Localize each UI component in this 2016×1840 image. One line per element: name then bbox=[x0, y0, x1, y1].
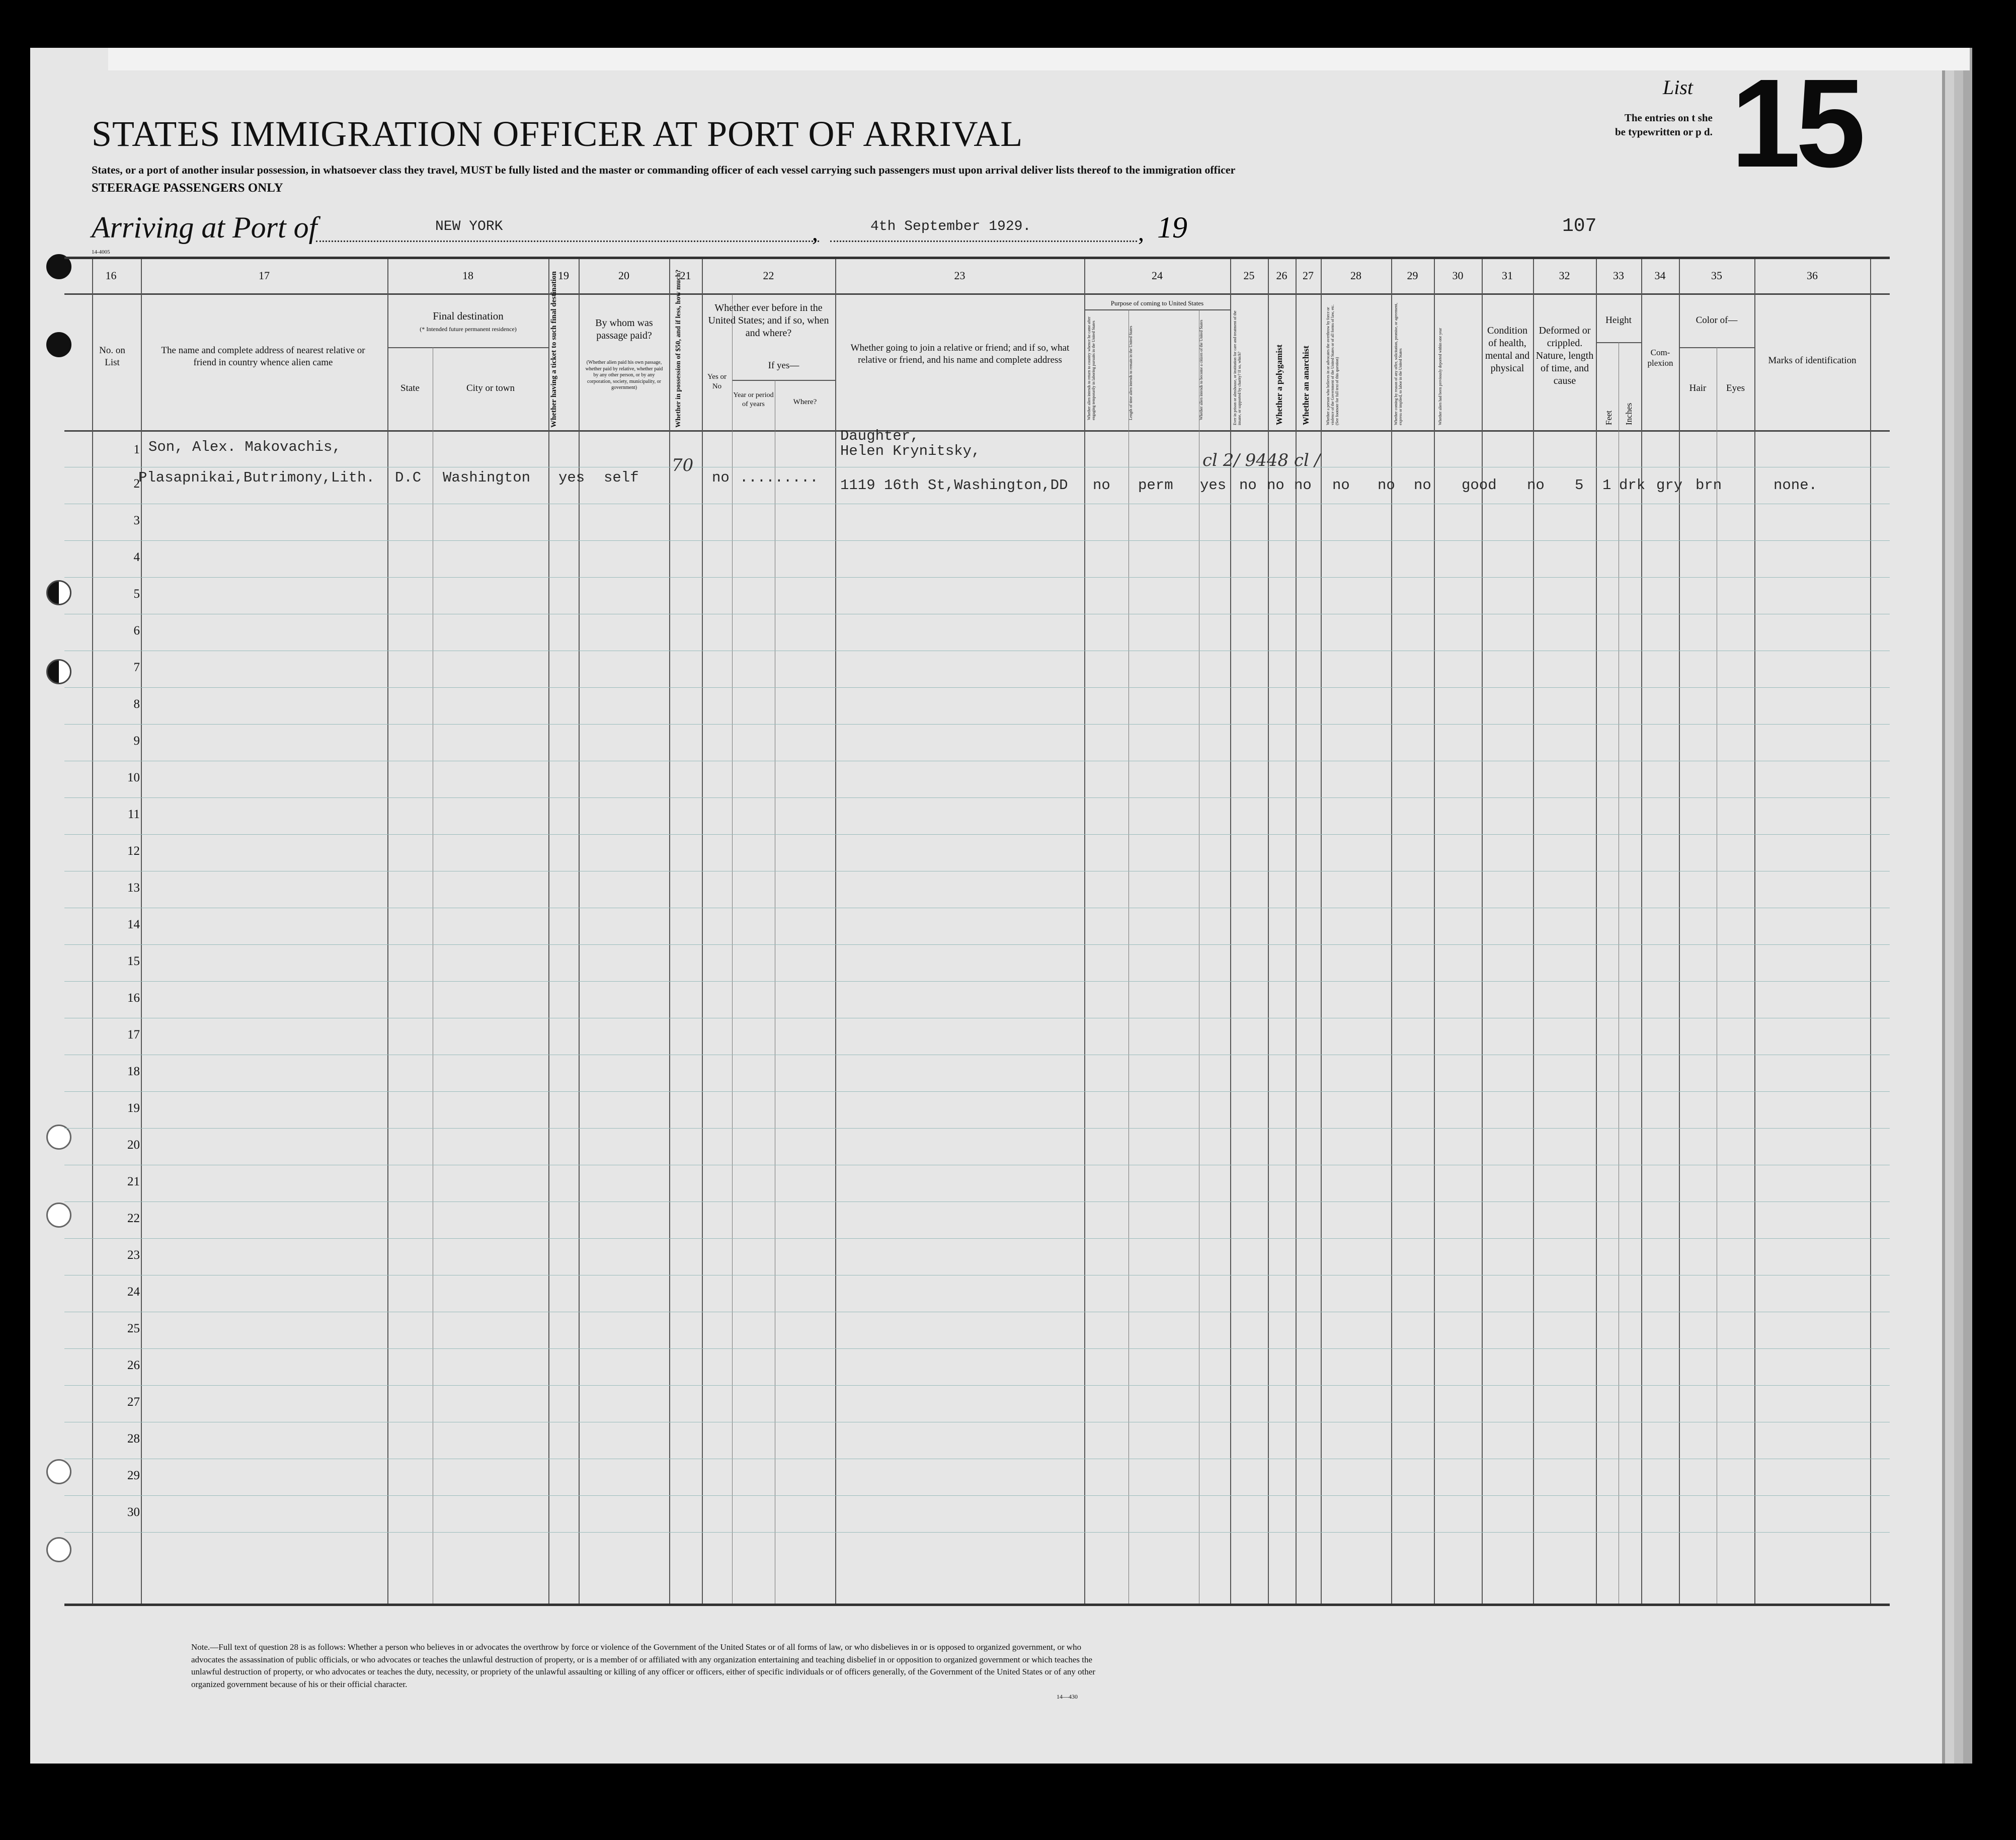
column-divider bbox=[835, 259, 836, 1604]
subheader-line bbox=[1084, 309, 1230, 310]
column-number: 28 bbox=[1350, 269, 1361, 282]
top-paper-strip bbox=[108, 48, 1970, 70]
header-feet: Feet bbox=[1604, 410, 1614, 425]
column-number: 27 bbox=[1303, 269, 1314, 282]
row-number: 4 bbox=[133, 550, 140, 564]
row-number: 18 bbox=[127, 1065, 140, 1078]
row-number: 21 bbox=[127, 1175, 140, 1188]
column-divider bbox=[1391, 259, 1392, 1604]
column-divider bbox=[702, 259, 703, 1604]
entry-join-line3: 1119 16th St,Washington,DD bbox=[840, 477, 1068, 494]
page-title: STATES IMMIGRATION OFFICER AT PORT OF ARRIVAL bbox=[92, 114, 1023, 154]
column-number: 24 bbox=[1152, 269, 1163, 282]
date-line bbox=[830, 241, 1137, 242]
header-state: State bbox=[400, 383, 420, 393]
row-number: 8 bbox=[133, 697, 140, 711]
row-number: 10 bbox=[127, 771, 140, 784]
column-number: 36 bbox=[1807, 269, 1818, 282]
column-number: 16 bbox=[105, 269, 117, 282]
column-divider bbox=[1321, 259, 1322, 1604]
entry-before-where: ......... bbox=[740, 469, 819, 486]
steerage-label: STEERAGE PASSENGERS ONLY bbox=[92, 181, 283, 195]
header-height: Height bbox=[1605, 315, 1632, 326]
row-number: 11 bbox=[127, 808, 140, 821]
row-line bbox=[64, 1091, 1890, 1092]
entry-city: Washington bbox=[443, 469, 531, 486]
row-line bbox=[64, 944, 1890, 945]
row-number: 14 bbox=[127, 918, 140, 931]
entry-return-intent: no bbox=[1093, 477, 1110, 494]
column-divider bbox=[92, 259, 93, 1604]
entry-polygamist: no bbox=[1267, 477, 1284, 494]
row-number: 29 bbox=[127, 1469, 140, 1482]
notice-line: be typewritten or p d. bbox=[1615, 126, 1713, 138]
row-number: 16 bbox=[127, 991, 140, 1005]
list-label: List bbox=[1663, 76, 1694, 99]
entry-money: 70 bbox=[672, 455, 694, 475]
typewritten-notice bbox=[1615, 111, 1713, 139]
row-number: 15 bbox=[127, 954, 140, 968]
row-line bbox=[64, 540, 1890, 541]
sub-column-divider bbox=[732, 294, 733, 1604]
entry-marks: none. bbox=[1773, 477, 1818, 494]
year-prefix: 19 bbox=[1157, 211, 1187, 244]
port-value: NEW YORK bbox=[435, 219, 503, 234]
entry-citizen-intent: yes bbox=[1200, 477, 1227, 494]
column-number: 29 bbox=[1407, 269, 1418, 282]
entry-q28: no bbox=[1332, 477, 1350, 494]
header-complexion: Com- plexion bbox=[1647, 348, 1673, 368]
column-number: 35 bbox=[1711, 269, 1722, 282]
header-city: City or town bbox=[466, 383, 515, 393]
entry-ticket: yes bbox=[558, 469, 585, 486]
header-prison: Ever in prison or almshouse, or institution for care and treatment of the insane, or supported by charity? If so, which? bbox=[1233, 310, 1242, 425]
row-number: 22 bbox=[127, 1212, 140, 1225]
header-identification: Marks of identification bbox=[1768, 355, 1857, 366]
row-line bbox=[64, 1128, 1890, 1129]
row-number: 26 bbox=[127, 1358, 140, 1372]
column-divider bbox=[1679, 259, 1680, 1604]
header-offer-labor: Whether coming by reason of any offer, solicitation, promise, or agreement, express or implied, to labor in the United States bbox=[1394, 302, 1403, 425]
header-anarchist: Whether an anarchist bbox=[1301, 345, 1311, 425]
row-line bbox=[64, 1495, 1890, 1496]
row-number: 27 bbox=[127, 1395, 140, 1409]
header-final-destination-note: (* Intended future permanent residence) bbox=[420, 326, 517, 333]
entry-paid-by: self bbox=[604, 469, 639, 486]
row-number: 1 bbox=[133, 443, 140, 456]
entry-health: good bbox=[1462, 477, 1497, 494]
row-number: 12 bbox=[127, 844, 140, 858]
subheader-line bbox=[732, 380, 835, 381]
column-divider bbox=[1596, 259, 1597, 1604]
entry-state: D.C bbox=[395, 469, 422, 486]
form-code-bottom: 14—430 bbox=[1057, 1693, 1078, 1700]
destination-subheader-line bbox=[387, 347, 548, 348]
row-number: 20 bbox=[127, 1138, 140, 1152]
header-health: Condition of health, mental and physical bbox=[1485, 325, 1530, 374]
column-divider bbox=[669, 259, 670, 1604]
header-citizen-intent: Whether alien intends to become a citizen of the United States bbox=[1199, 319, 1203, 420]
row-line bbox=[64, 577, 1890, 578]
entry-feet: 5 bbox=[1575, 477, 1584, 494]
column-number-row-line bbox=[64, 293, 1890, 295]
row-number: 6 bbox=[133, 624, 140, 637]
column-divider bbox=[1084, 259, 1085, 1604]
column-number: 22 bbox=[763, 269, 774, 282]
entry-hair: gry bbox=[1656, 477, 1683, 494]
header-passage-paid: By whom was passage paid? bbox=[595, 317, 653, 341]
row-number: 23 bbox=[127, 1248, 140, 1262]
column-divider bbox=[141, 259, 142, 1604]
column-number: 26 bbox=[1276, 269, 1287, 282]
entry-relative-line2: Plasapnikai,Butrimony,Lith. bbox=[138, 469, 375, 486]
header-inches: Inches bbox=[1624, 403, 1634, 425]
row-number: 25 bbox=[127, 1322, 140, 1335]
column-number: 33 bbox=[1613, 269, 1624, 282]
row-line bbox=[64, 797, 1890, 798]
header-return-intent: Whether alien intends to return to country whence he came after engaging temporarily in laboring pursuits in the United States bbox=[1087, 316, 1096, 420]
row-line bbox=[64, 724, 1890, 725]
column-divider bbox=[387, 259, 388, 1604]
column-number: 31 bbox=[1502, 269, 1513, 282]
column-divider bbox=[1754, 259, 1755, 1604]
row-line bbox=[64, 1238, 1890, 1239]
row-number: 24 bbox=[127, 1285, 140, 1299]
entry-prison: no bbox=[1239, 477, 1257, 494]
header-fifty-dollars: Whether in possession of $50, and if less, how much? bbox=[675, 269, 682, 428]
header-purpose: Purpose of coming to United States bbox=[1110, 299, 1204, 307]
column-number: 23 bbox=[954, 269, 965, 282]
entry-offer-labor: no bbox=[1378, 477, 1395, 494]
column-number: 21 bbox=[680, 269, 691, 282]
column-divider bbox=[1434, 259, 1435, 1604]
entry-deformed: no bbox=[1527, 477, 1545, 494]
header-hair: Hair bbox=[1689, 383, 1707, 393]
entry-relative-line1: Son, Alex. Makovachis, bbox=[148, 439, 341, 455]
header-yes-no: Yes or No bbox=[707, 373, 727, 390]
header-year-period: Year or period of years bbox=[733, 391, 774, 408]
row-line bbox=[64, 687, 1890, 688]
header-color-of: Color of— bbox=[1696, 315, 1738, 326]
row-number: 13 bbox=[127, 881, 140, 895]
row-number: 17 bbox=[127, 1028, 140, 1042]
row-line bbox=[64, 1348, 1890, 1349]
column-number: 19 bbox=[558, 269, 569, 282]
column-number: 30 bbox=[1452, 269, 1464, 282]
header-deformed: Deformed or crippled. Nature, length of time, and cause bbox=[1536, 325, 1594, 386]
sheet-reference: 107 bbox=[1562, 215, 1597, 237]
header-bottom-line bbox=[64, 430, 1890, 432]
header-final-destination: Final destination bbox=[433, 310, 504, 322]
column-number: 25 bbox=[1243, 269, 1255, 282]
row-number: 19 bbox=[127, 1101, 140, 1115]
row-number: 3 bbox=[133, 514, 140, 527]
entry-join-line2: Helen Krynitsky, bbox=[840, 443, 981, 459]
row-number: 30 bbox=[127, 1505, 140, 1519]
column-divider bbox=[1641, 259, 1642, 1604]
header-if-yes: If yes— bbox=[768, 360, 799, 371]
header-deported: Whether alien had been previously deported within one year bbox=[1438, 328, 1442, 425]
notice-line: The entries on t she bbox=[1624, 112, 1713, 124]
comma: , bbox=[812, 219, 818, 246]
header-passage-paid-note: (Whether alien paid his own passage, whether paid by relative, whether paid by any other person, or by any corporation, society, municipality, or government) bbox=[585, 360, 663, 390]
row-number: 2 bbox=[133, 477, 140, 491]
row-number: 7 bbox=[133, 661, 140, 674]
column-number: 32 bbox=[1559, 269, 1570, 282]
date-value: 4th September 1929. bbox=[870, 219, 1031, 234]
header-nearest-relative: The name and complete address of nearest relative or friend in country whence alien came bbox=[161, 345, 365, 368]
row-number: 5 bbox=[133, 587, 140, 601]
header-question-28: Whether a person who believes in or advocates the overthrow by force or violence of the Government of the United States or of all forms of law, etc. (See footnote for full text of this question) bbox=[1326, 304, 1339, 425]
entry-before-us: no bbox=[712, 469, 730, 486]
header-length-of-stay: Length of time alien intends to remain in the United States bbox=[1128, 326, 1133, 420]
column-number: 34 bbox=[1654, 269, 1666, 282]
header-where: Where? bbox=[793, 398, 817, 406]
entry-join-line1: Daughter, bbox=[840, 428, 919, 444]
entry-inches: 1 bbox=[1602, 477, 1611, 494]
entry-deported: no bbox=[1414, 477, 1431, 494]
row-line bbox=[64, 1385, 1890, 1386]
entry-anarchist: no bbox=[1294, 477, 1312, 494]
column-divider bbox=[1870, 259, 1871, 1604]
page-subtitle: States, or a port of another insular possession, in whatsoever class they travel, MUST be fully listed and the master or commanding officer of each vessel carrying such passengers must upon arrival deliver lists thereof to the immigration officer bbox=[92, 164, 1236, 176]
column-divider bbox=[1482, 259, 1483, 1604]
column-number: 18 bbox=[462, 269, 473, 282]
header-join-relative: Whether going to join a relative or friend; and if so, what relative or friend, and his name and complete address bbox=[850, 343, 1070, 365]
column-divider bbox=[579, 259, 580, 1604]
entry-eyes: brn bbox=[1696, 477, 1722, 494]
entry-complexion: drk bbox=[1619, 477, 1646, 494]
column-number: 20 bbox=[618, 269, 629, 282]
row-line bbox=[64, 834, 1890, 835]
list-number: 15 bbox=[1731, 53, 1861, 193]
port-line bbox=[316, 241, 819, 242]
header-ticket: Whether having a ticket to such final destination bbox=[550, 271, 558, 428]
arriving-label: Arriving at Port of bbox=[92, 211, 317, 244]
form-code-top: 14-4005 bbox=[92, 249, 110, 255]
header-before-in-us: Whether ever before in the United States; and if so, when and where? bbox=[708, 302, 829, 339]
comma: , bbox=[1138, 219, 1144, 246]
column-number: 17 bbox=[259, 269, 270, 282]
row-number: 28 bbox=[127, 1432, 140, 1446]
header-eyes: Eyes bbox=[1726, 383, 1745, 393]
entry-length-stay: perm bbox=[1138, 477, 1173, 494]
column-divider bbox=[1533, 259, 1534, 1604]
footnote-question-28: Note.—Full text of question 28 is as follows: Whether a person who believes in or advocates the overthrow by force or violence of the Government of the United States or of all forms of law, or who disbelieves in or is opposed to organized government, or who advocates the assassination of public officials, or who advocates or teaches the unlawful destruction of property, or is a member of or affiliated with any organization entertaining and teaching disbelief in or opposition to organized government or which teaches the unlawful destruction of property, or who advocates or teaches the duty, necessity, or propriety of the unlawful assaulting or killing of any officer or officers, either of specific individuals or of officers generally, of the Government of the United States or of any other organized government because of his or their official character. bbox=[191, 1642, 1096, 1689]
header-list-number: No. on List bbox=[99, 345, 125, 368]
row-line bbox=[64, 981, 1890, 982]
row-line bbox=[64, 1532, 1890, 1533]
column-divider bbox=[548, 259, 549, 1604]
row-number: 9 bbox=[133, 734, 140, 748]
header-polygamist: Whether a polygamist bbox=[1274, 344, 1284, 425]
handwritten-annotation: cl 2/ 9448 cl / bbox=[1202, 450, 1321, 470]
